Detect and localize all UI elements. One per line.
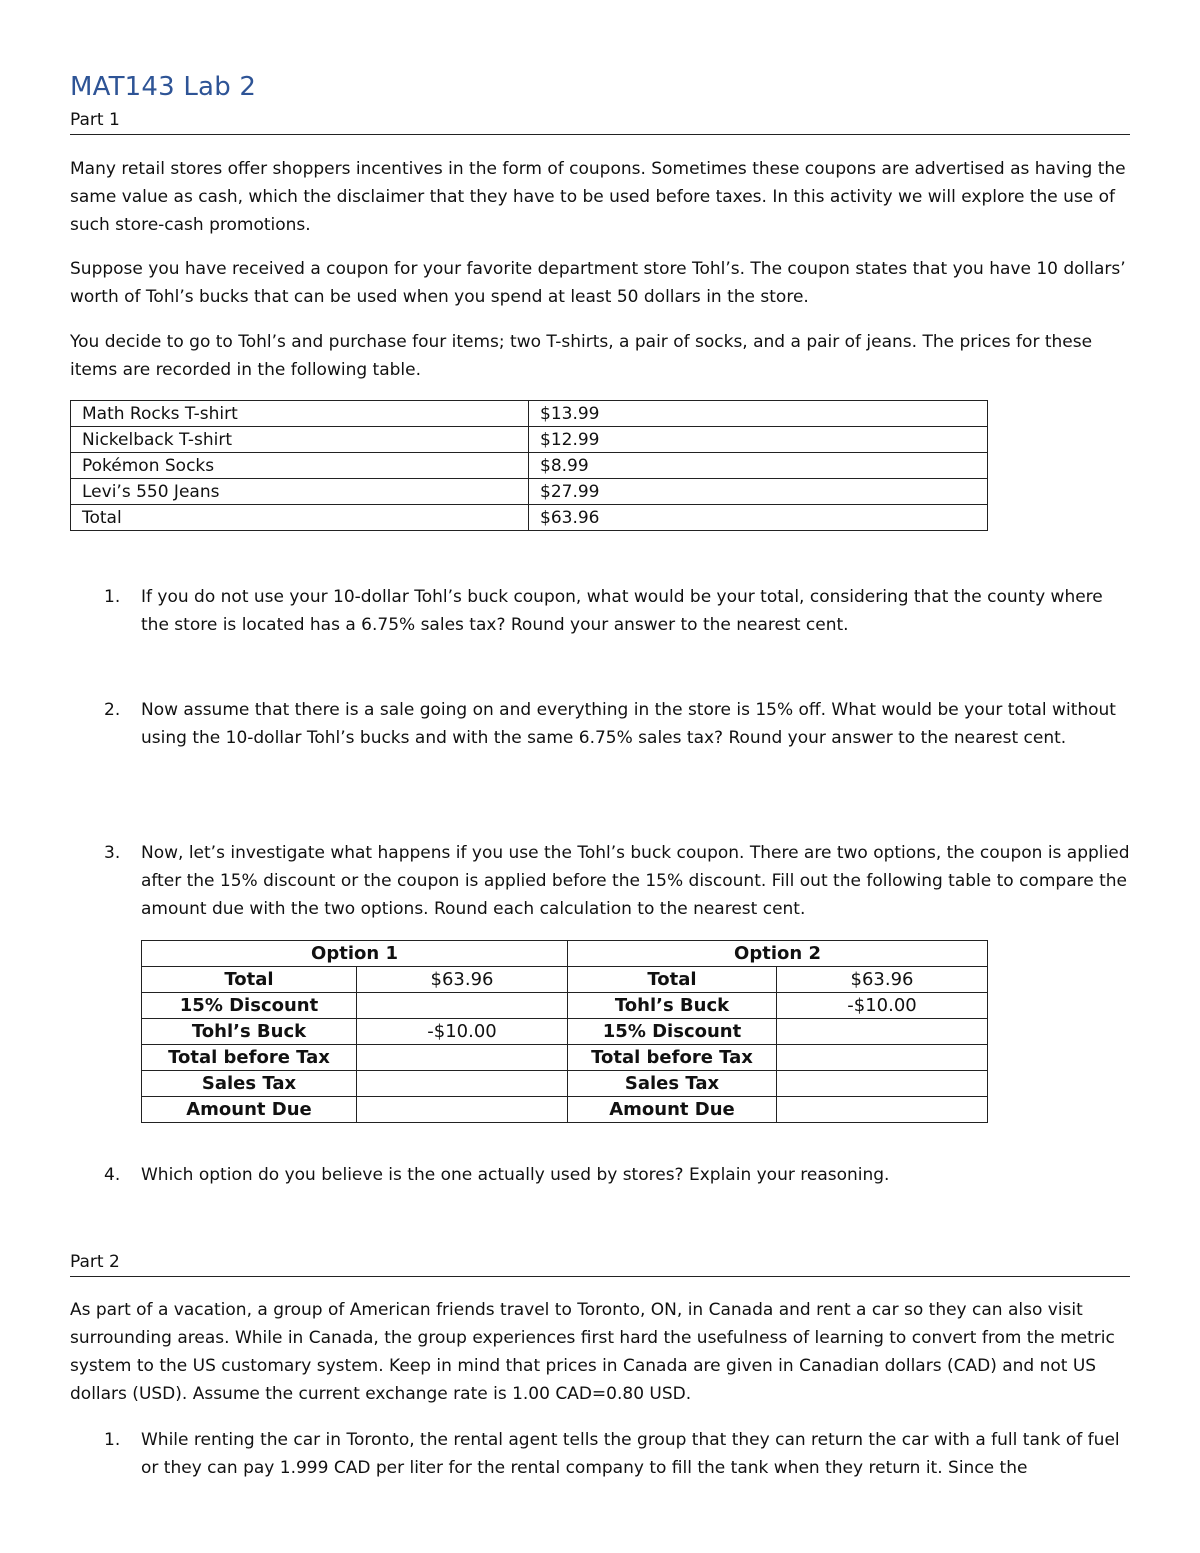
question-number: 4. (104, 1165, 121, 1185)
option-2-value (777, 1019, 988, 1045)
question-text: Now, let’s investigate what happens if you use the Tohl’s buck coupon. There are two options, the coupon is applied after the 15% discount or the coupon is applied before the 15% discount. Fill out the following table to compare the amount due with the two options. Round each calculation to the nearest cent. (141, 843, 1130, 919)
item-price: $63.96 (529, 505, 988, 531)
option-2-label: Total (568, 967, 777, 993)
table-row (142, 1045, 988, 1071)
item-price: $12.99 (529, 427, 988, 453)
table-row (71, 401, 988, 427)
option-2-label: Total before Tax (568, 1045, 777, 1071)
table-row (71, 479, 988, 505)
table-row (142, 1071, 988, 1097)
item-name: Pokémon Socks (71, 453, 529, 479)
option-1-label: Amount Due (142, 1097, 357, 1123)
question-4 (70, 1161, 1130, 1189)
table-row (142, 1019, 988, 1045)
option-1-header: Option 1 (142, 941, 568, 967)
question-text: While renting the car in Toronto, the rental agent tells the group that they can return the car with a full tank of fuel or they can pay 1.999 CAD per liter for the rental company to fill the tank when they return it. Since the (141, 1430, 1120, 1478)
part-2-heading: Part 2 (70, 1252, 1130, 1277)
question-number: 1. (104, 587, 121, 607)
option-1-value (357, 993, 568, 1019)
items-table (70, 400, 988, 531)
option-2-value: $63.96 (777, 967, 988, 993)
option-1-label: 15% Discount (142, 993, 357, 1019)
question-text: Now assume that there is a sale going on and everything in the store is 15% off. What would be your total without using the 10-dollar Tohl’s bucks and with the same 6.75% sales tax? Round your answer to the nearest cent. (141, 700, 1116, 748)
option-1-value: $63.96 (357, 967, 568, 993)
options-table (141, 940, 988, 1123)
table-row (71, 427, 988, 453)
question-2 (70, 696, 1130, 752)
option-1-value: -$10.00 (357, 1019, 568, 1045)
question-3 (70, 839, 1130, 923)
option-2-value (777, 1071, 988, 1097)
purchase-paragraph: You decide to go to Tohl’s and purchase four items; two T-shirts, a pair of socks, and a pair of jeans. The prices for these items are recorded in the following table. (70, 332, 1093, 380)
item-name: Nickelback T-shirt (71, 427, 529, 453)
option-2-header: Option 2 (568, 941, 988, 967)
table-row (71, 505, 988, 531)
page-title: MAT143 Lab 2 (70, 72, 257, 102)
part-2-question-1 (70, 1426, 1130, 1482)
question-text: If you do not use your 10-dollar Tohl’s buck coupon, what would be your total, considering that the county where the store is located has a 6.75% sales tax? Round your answer to the nearest cent. (141, 587, 1103, 635)
option-1-label: Total (142, 967, 357, 993)
question-1 (70, 583, 1130, 639)
table-row (142, 1097, 988, 1123)
question-number: 2. (104, 700, 121, 720)
item-price: $8.99 (529, 453, 988, 479)
part-2-paragraph: As part of a vacation, a group of American friends travel to Toronto, ON, in Canada and rent a car so they can also visit surrounding areas. While in Canada, the group experiences first hard the usefulness of learning to convert from the metric system to the US customary system. Keep in mind that prices in Canada are given in Canadian dollars (CAD) and not US dollars (USD). Assume the current exchange rate is 1.00 CAD=0.80 USD. (70, 1300, 1115, 1404)
option-2-label: 15% Discount (568, 1019, 777, 1045)
question-number: 3. (104, 843, 121, 863)
option-1-value (357, 1097, 568, 1123)
option-2-value (777, 1097, 988, 1123)
option-1-value (357, 1071, 568, 1097)
coupon-paragraph: Suppose you have received a coupon for your favorite department store Tohl’s. The coupon states that you have 10 dollars’ worth of Tohl’s bucks that can be used when you spend at least 50 dollars in the store. (70, 259, 1126, 307)
item-price: $27.99 (529, 479, 988, 505)
option-2-label: Sales Tax (568, 1071, 777, 1097)
table-header-row (142, 941, 988, 967)
table-row (142, 993, 988, 1019)
option-1-label: Tohl’s Buck (142, 1019, 357, 1045)
option-1-label: Sales Tax (142, 1071, 357, 1097)
option-2-value: -$10.00 (777, 993, 988, 1019)
option-1-label: Total before Tax (142, 1045, 357, 1071)
item-name: Math Rocks T-shirt (71, 401, 529, 427)
option-2-label: Tohl’s Buck (568, 993, 777, 1019)
item-price: $13.99 (529, 401, 988, 427)
item-name: Total (71, 505, 529, 531)
option-2-label: Amount Due (568, 1097, 777, 1123)
intro-paragraph: Many retail stores offer shoppers incentives in the form of coupons. Sometimes these coupons are advertised as having the same value as cash, which the disclaimer that they have to be used before taxes. In this activity we will explore the use of such store-cash promotions. (70, 159, 1126, 235)
item-name: Levi’s 550 Jeans (71, 479, 529, 505)
option-1-value (357, 1045, 568, 1071)
question-text: Which option do you believe is the one actually used by stores? Explain your reasoning. (141, 1165, 890, 1185)
option-2-value (777, 1045, 988, 1071)
question-number: 1. (104, 1430, 121, 1450)
part-1-heading: Part 1 (70, 110, 1130, 135)
table-row (71, 453, 988, 479)
table-row (142, 967, 988, 993)
